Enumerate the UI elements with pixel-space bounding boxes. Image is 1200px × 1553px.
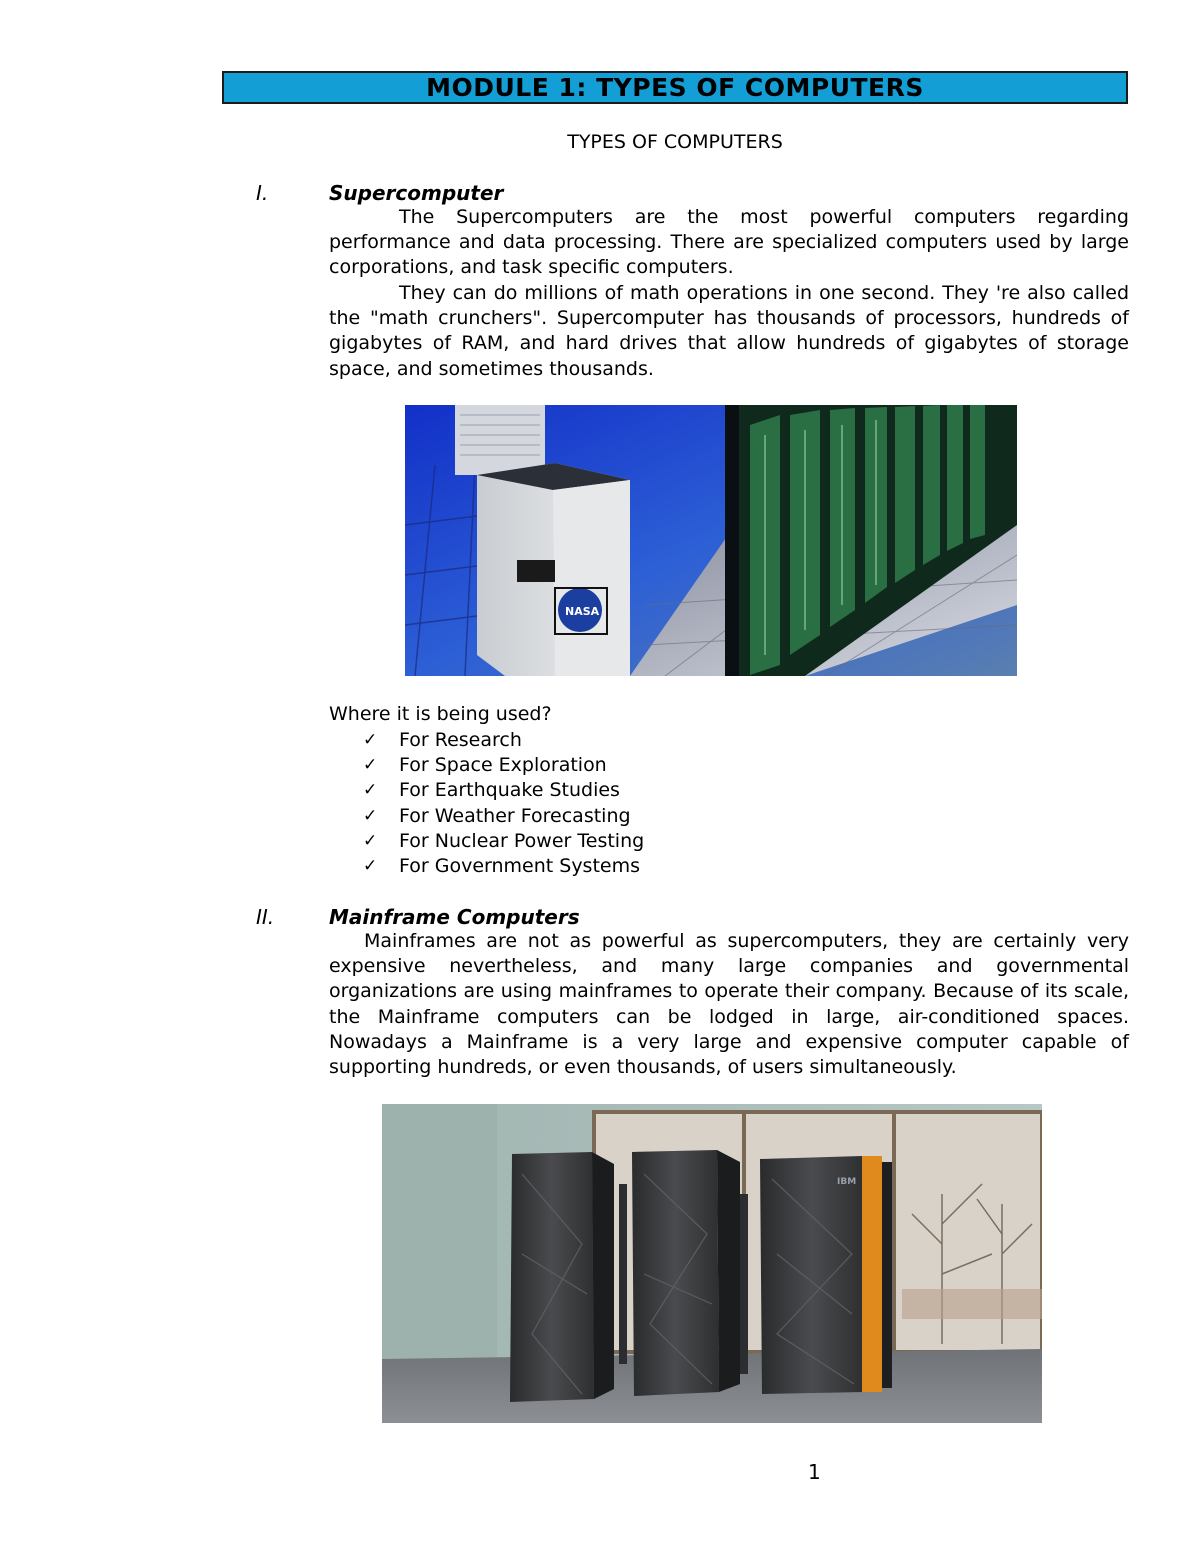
supercomputer-photo	[405, 405, 1017, 676]
checkmark-icon: ✓	[363, 830, 378, 851]
section-1-numeral: I.	[256, 181, 269, 205]
section-1-paragraph-1: The Supercomputers are the most powerful computers regarding performance and data processing. There are specialized computers used by large corporations, and task specific computers.	[329, 206, 1129, 279]
section-1-paragraph-2: They can do millions of math operations in one second. They 're also called the "math crunchers". Supercomputer has thousands of processors, hundreds of gigabytes of RAM, and hard drives that allow hundreds of gigabytes of storage space, and sometimes thousands.	[329, 282, 1129, 380]
list-item: ✓ For Government Systems	[363, 854, 644, 879]
list-item: ✓ For Earthquake Studies	[363, 778, 644, 803]
checkmark-icon: ✓	[363, 730, 378, 750]
list-item: ✓ For Research	[363, 728, 644, 753]
module-title-banner: MODULE 1: TYPES OF COMPUTERS	[222, 71, 1128, 104]
ibm-logo-text: IBM	[837, 1177, 857, 1187]
checkmark-icon: ✓	[363, 755, 378, 776]
section-2-numeral: II.	[256, 905, 275, 929]
checkmark-icon: ✓	[363, 780, 378, 801]
page-number: 1	[808, 1460, 821, 1484]
page-subtitle: TYPES OF COMPUTERS	[567, 131, 783, 153]
uses-heading: Where it is being used?	[329, 703, 552, 725]
section-2-paragraph: Mainframes are not as powerful as supercomputers, they are certainly very expensive nevertheless, and many large companies and governmental organizations are using mainframes to operate their company. Because of its scale, the Mainframe computers can be lodged in large, air-conditioned spaces. Nowadays a Mainframe is a very large and expensive computer capable of supporting hundreds, or even thousands, of users simultaneously.	[329, 930, 1129, 1079]
checkmark-icon: ✓	[363, 855, 378, 876]
section-1-title: Supercomputer	[329, 181, 504, 205]
mainframe-photo	[382, 1104, 1042, 1423]
list-item: ✓ For Nuclear Power Testing	[363, 829, 644, 854]
section-2-title: Mainframe Computers	[329, 905, 580, 929]
checkmark-icon: ✓	[363, 805, 378, 826]
uses-list	[363, 728, 644, 879]
list-item: ✓ For Space Exploration	[363, 753, 644, 778]
nasa-logo-text: NASA	[565, 605, 600, 618]
list-item: ✓ For Weather Forecasting	[363, 804, 644, 829]
